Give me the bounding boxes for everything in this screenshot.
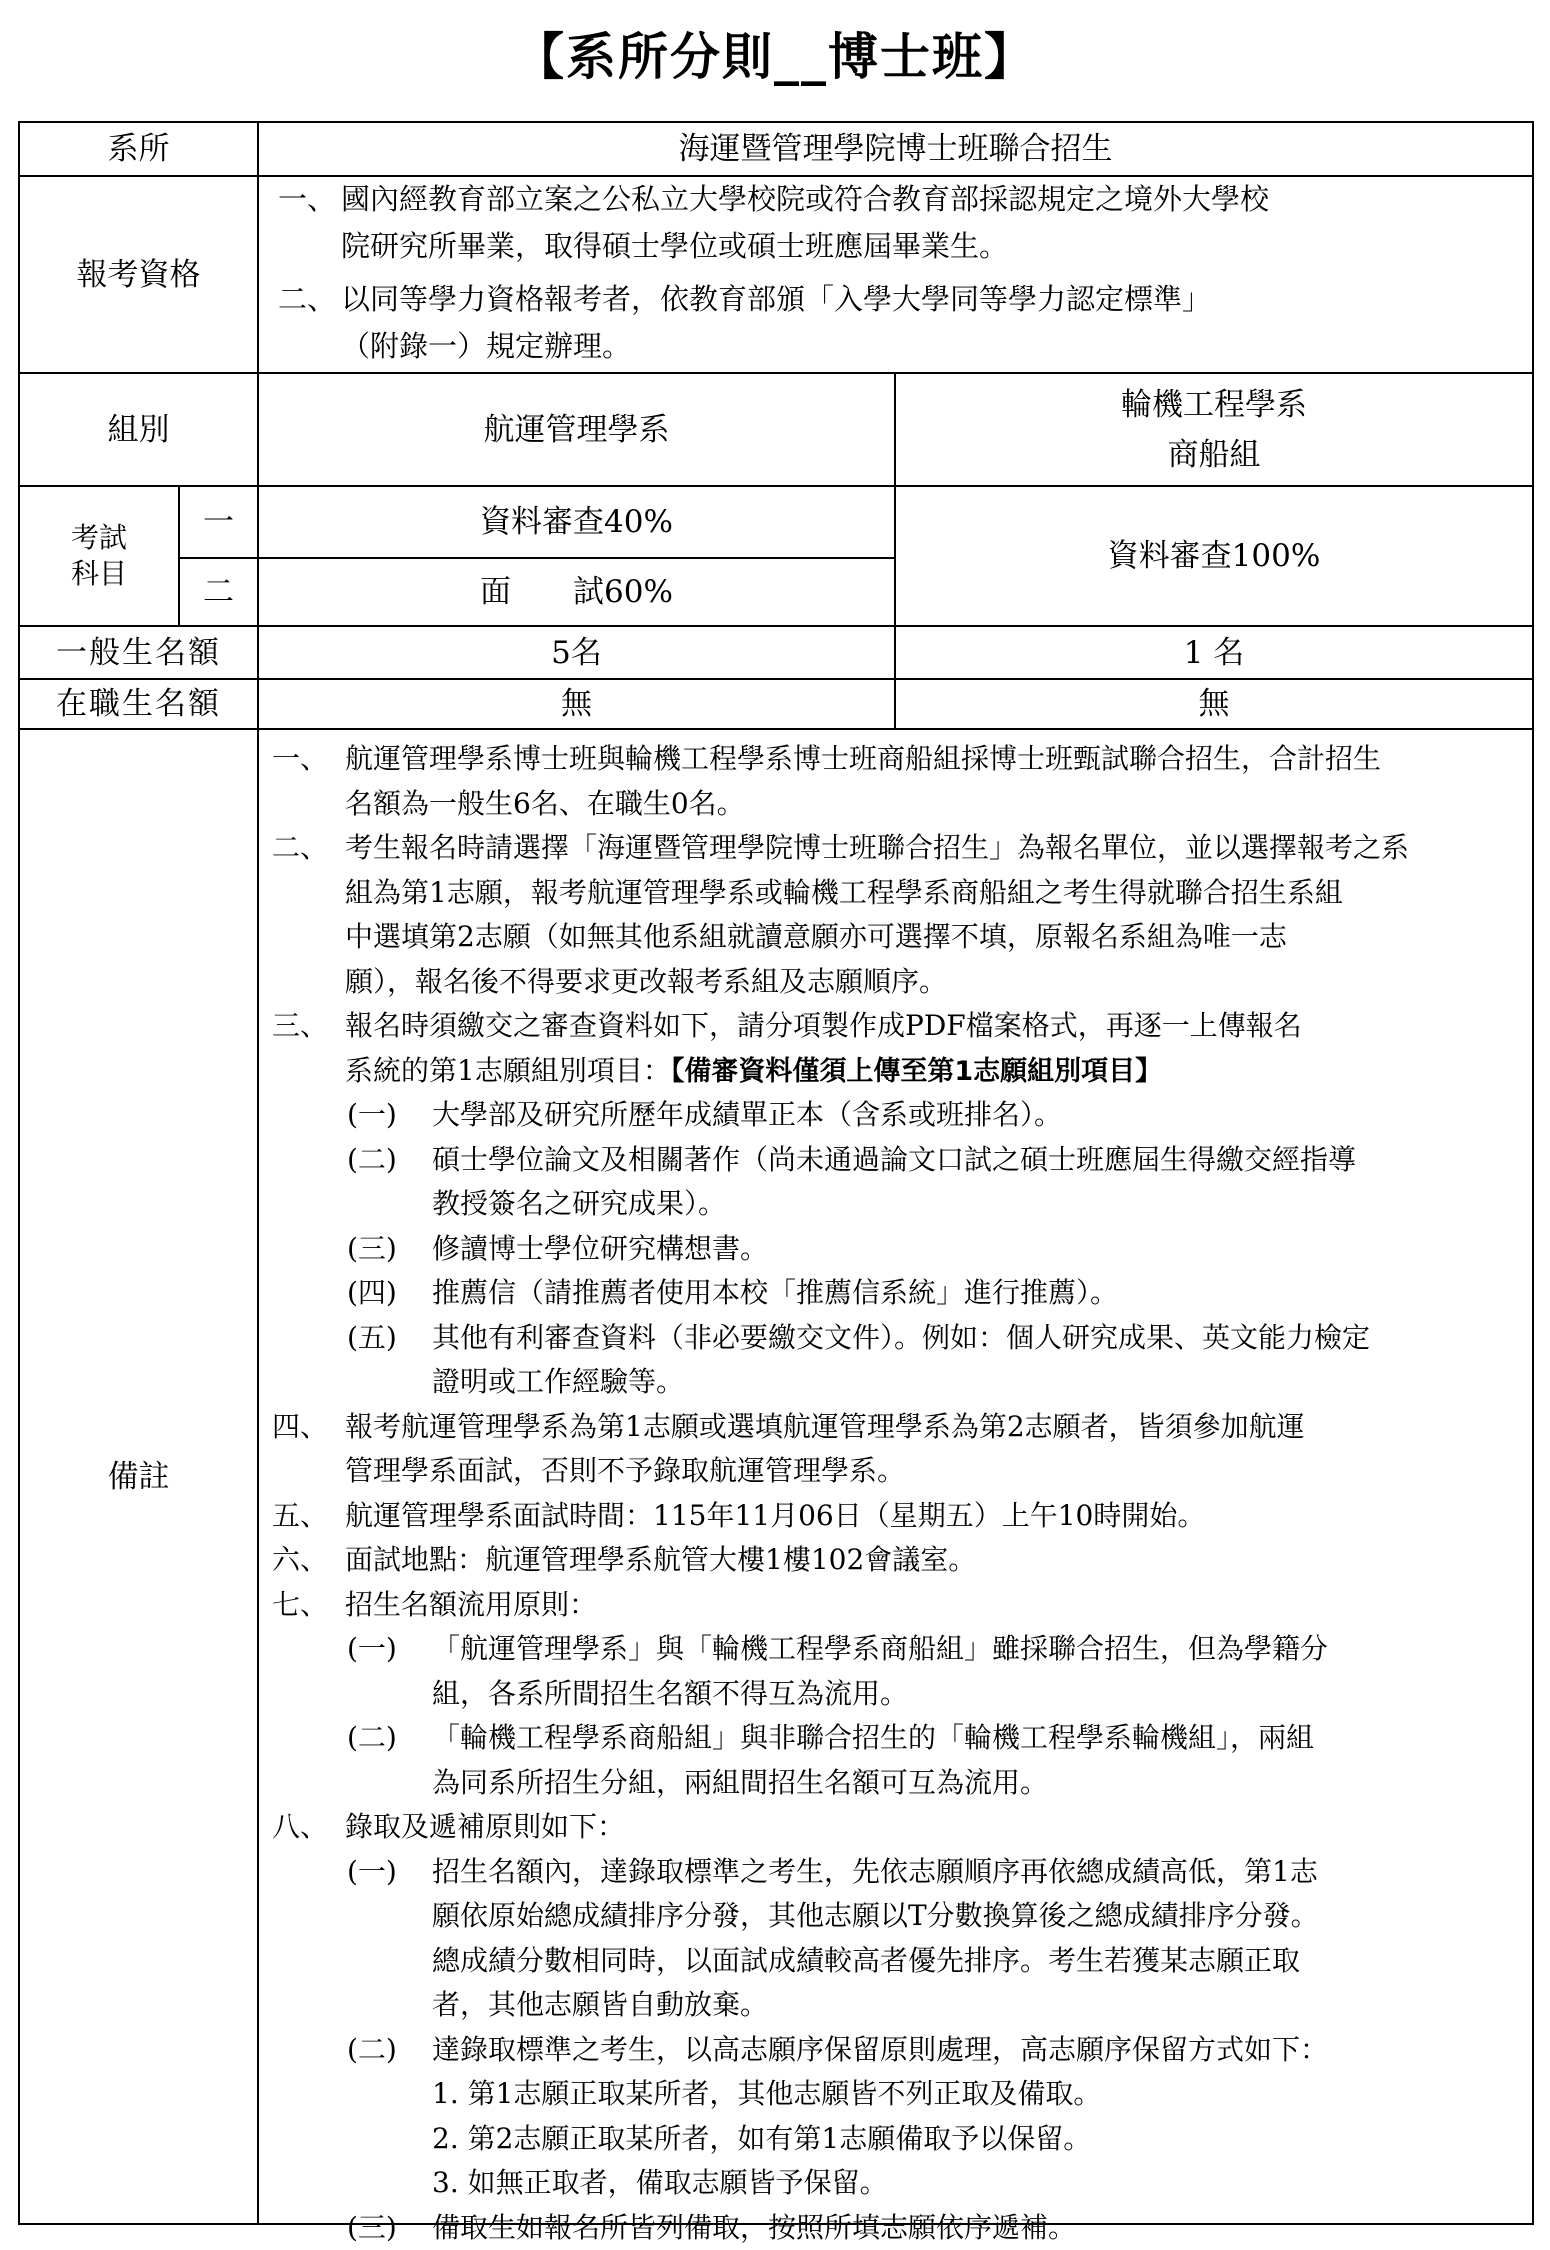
group-label: 組別 (107, 411, 170, 448)
exam-a-2: 面 試60% (480, 574, 673, 610)
remark-line (345, 1405, 1305, 1449)
eligibility-marker: 一、 (278, 182, 337, 216)
group-a: 航運管理學系 (483, 411, 670, 448)
dept-label: 系所 (107, 131, 170, 167)
exam-label-line1: 考試 (70, 521, 127, 554)
group-b-division: 商船組 (1167, 436, 1261, 473)
remark-text: 航運管理學系面試時間：115年11月06日（星期五）上午10時開始。 (345, 1498, 1206, 1532)
exam-index-2: 二 (203, 574, 234, 610)
remark-text: 達錄取標準之考生，以高志願序保留原則處理，高志願序保留方式如下： (432, 2032, 1329, 2066)
remark-text: 組為第1志願，報考航運管理學系或輪機工程學系商船組之考生得就聯合招生系組 (345, 875, 1343, 909)
remark-marker: 一、 (272, 742, 329, 775)
remark-marker: 二、 (272, 831, 329, 864)
remark-line (432, 2206, 1076, 2250)
remark-line (432, 1138, 1356, 1182)
remark-line (432, 1716, 1314, 1760)
group-b (896, 374, 1532, 485)
remark-text: 報名時須繳交之審查資料如下，請分項製作成PDF檔案格式，再逐一上傳報名 (345, 1009, 1302, 1042)
remark-marker: (四) (347, 1276, 397, 1309)
remark-line (432, 1850, 1318, 1894)
remark-line (345, 960, 947, 1004)
eligibility-label: 報考資格 (76, 256, 201, 293)
remark-text: 修讀博士學位研究構想書。 (432, 1231, 769, 1265)
exam-a-1: 資料審查40% (480, 504, 673, 540)
remark-text: 報考航運管理學系為第1志願或選填航運管理學系為第2志願者，皆須參加航運 (345, 1409, 1305, 1443)
remark-line (345, 871, 1343, 915)
exam-b: 資料審查100% (1107, 538, 1321, 574)
remark-marker: (一) (347, 1098, 397, 1131)
remark-marker: 三、 (272, 1009, 329, 1042)
remark-text: 航運管理學系博士班與輪機工程學系博士班商船組採博士班甄試聯合招生，合計招生 (345, 742, 1382, 775)
remark-text: 碩士學位論文及相關著作（尚未通過論文口試之碩士班應屆生得繳交經指導 (432, 1142, 1357, 1176)
exam-label (20, 487, 178, 625)
remark-line (345, 1805, 625, 1849)
remark-text: 錄取及遞補原則如下： (345, 1810, 626, 1843)
remarks-label: 備註 (107, 1458, 170, 1495)
remark-line (345, 1583, 597, 1627)
eligibility-text: 以同等學力資格報考者，依教育部頒「入學大學同等學力認定標準」 (341, 282, 1212, 316)
remark-line (432, 1316, 1370, 1360)
remark-marker: (一) (347, 1854, 397, 1888)
remark-line (432, 1672, 908, 1716)
remark-text: 面試地點：航運管理學系航管大樓1樓102會議室。 (345, 1543, 977, 1576)
remark-line (432, 1761, 1048, 1805)
remark-marker: (二) (347, 1142, 397, 1176)
remark-line (432, 1939, 1300, 1983)
remark-marker: 六、 (272, 1543, 329, 1576)
remark-text: 系統的第1志願組別項目： (345, 1053, 671, 1087)
remark-text: 「輪機工程學系商船組」與非聯合招生的「輪機工程學系輪機組」，兩組 (432, 1721, 1315, 1754)
remark-marker: (三) (347, 1231, 397, 1265)
dept-value: 海運暨管理學院博士班聯合招生 (678, 131, 1113, 167)
remark-text: 者，其他志願皆自動放棄。 (432, 1988, 769, 2021)
onjob-quota-b: 無 (1198, 686, 1230, 722)
remark-text: 其他有利審查資料（非必要繳交文件）。例如：個人研究成果、英文能力檢定 (432, 1320, 1371, 1354)
remark-text: 為同系所招生分組，兩組間招生名額可互為流用。 (432, 1765, 1049, 1799)
remark-text: 「航運管理學系」與「輪機工程學系商船組」雖採聯合招生，但為學籍分 (432, 1632, 1329, 1665)
remark-line (432, 1182, 726, 1226)
remark-marker: 四、 (272, 1409, 329, 1443)
remark-marker: (三) (347, 2210, 397, 2244)
remark-marker: (五) (347, 1320, 397, 1354)
onjob-quota-label: 在職生名額 (56, 686, 221, 722)
remark-marker: (二) (347, 2032, 397, 2066)
exam-label-line2: 科目 (70, 557, 127, 590)
remark-line (432, 2072, 1101, 2116)
remark-line (432, 1227, 768, 1271)
general-quota-a: 5名 (551, 634, 602, 671)
remark-text: 組，各系所間招生名額不得互為流用。 (432, 1676, 909, 1710)
remark-marker: 七、 (272, 1587, 329, 1621)
remark-text: 招生名額內，達錄取標準之考生，先依志願順序再依總成績高低，第1志 (432, 1854, 1318, 1888)
remark-line (432, 2117, 1091, 2161)
remark-line (345, 915, 1287, 959)
eligibility-text: 國內經教育部立案之公私立大學校院或符合教育部採認規定之境外大學校 (341, 182, 1270, 216)
remark-line (345, 1449, 905, 1493)
remark-marker: (二) (347, 1721, 397, 1754)
remark-text: 名額為一般生6名、在職生0名。 (345, 786, 745, 820)
remark-text: 1. 第1志願正取某所者，其他志願皆不列正取及備取。 (432, 2077, 1102, 2110)
remark-text: 招生名額流用原則： (345, 1587, 598, 1621)
remark-line (345, 1538, 976, 1582)
remark-text: 總成績分數相同時，以面試成績較高者優先排序。考生若獲某志願正取 (432, 1943, 1301, 1977)
remark-text: 教授簽名之研究成果）。 (432, 1187, 727, 1220)
remark-text: 推薦信（請推薦者使用本校「推薦信系統」進行推薦）。 (432, 1276, 1119, 1309)
remark-line (432, 1093, 1062, 1137)
general-quota-b: 1 名 (1183, 634, 1245, 671)
general-quota-label: 一般生名額 (56, 634, 221, 671)
remark-line (345, 1494, 1205, 1538)
remark-text: 管理學系面試，否則不予錄取航運管理學系。 (345, 1454, 906, 1487)
remark-text: 3. 如無正取者，備取志願皆予保留。 (432, 2166, 888, 2199)
remark-line (432, 1894, 1319, 1938)
remark-line (432, 1360, 684, 1404)
remark-marker: 八、 (272, 1810, 329, 1843)
remark-text: 考生報名時請選擇「海運暨管理學院博士班聯合招生」為報名單位，並以選擇報考之系 (345, 831, 1410, 864)
remark-text: 備取生如報名所皆列備取，按照所填志願依序遞補。 (432, 2210, 1077, 2244)
remark-text: 2. 第2志願正取某所者，如有第1志願備取予以保留。 (432, 2121, 1092, 2155)
onjob-quota-a: 無 (561, 686, 592, 722)
remark-line (345, 1049, 1162, 1094)
remark-line (345, 1004, 1302, 1048)
remark-text: 證明或工作經驗等。 (432, 1365, 685, 1398)
remark-line (345, 826, 1409, 870)
remark-line (432, 2161, 888, 2205)
remark-emphasis: 【備審資料僅須上傳至第1志願組別項目】 (670, 1055, 1163, 1087)
remark-line (432, 1627, 1328, 1671)
page-title: 【系所分則__博士班】 (514, 28, 1036, 86)
remark-marker: (一) (347, 1632, 397, 1665)
remark-text: 願依原始總成績排序分發，其他志願以T分數換算後之總成績排序分發。 (432, 1899, 1319, 1932)
remark-text: 大學部及研究所歷年成績單正本（含系或班排名）。 (432, 1098, 1063, 1131)
remark-text: 中選填第2志願（如無其他系組就讀意願亦可選擇不填，原報名系組為唯一志 (345, 920, 1287, 953)
remark-text: 願），報名後不得要求更改報考系組及志願順序。 (345, 964, 948, 998)
group-b-dept: 輪機工程學系 (1121, 386, 1307, 423)
eligibility-text: 院研究所畢業，取得碩士學位或碩士班應屆畢業生。 (341, 229, 1009, 263)
remark-line (432, 2028, 1328, 2072)
remark-line (345, 782, 745, 826)
eligibility-text: （附錄一）規定辦理。 (341, 329, 632, 363)
remark-line (345, 737, 1381, 781)
eligibility-marker: 二、 (278, 282, 337, 316)
exam-index-1: 一 (203, 504, 234, 540)
remark-line (432, 1271, 1118, 1315)
remark-marker: 五、 (272, 1498, 329, 1532)
remark-line (432, 1983, 768, 2027)
grid-line (1532, 121, 1534, 2225)
